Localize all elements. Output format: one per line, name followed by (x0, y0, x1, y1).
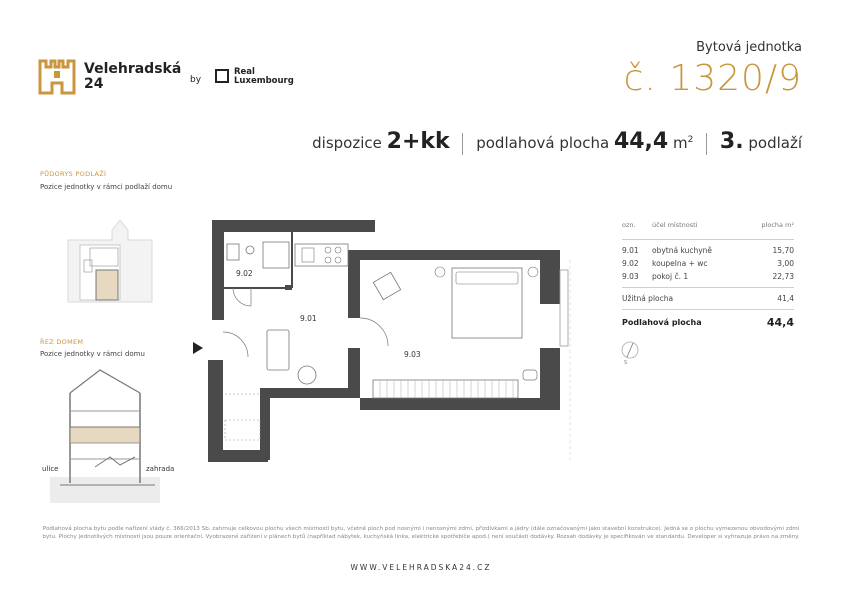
section-subtitle: Pozice jednotky v rámci domu (40, 350, 145, 358)
area-label: podlahová plocha (476, 134, 610, 152)
disposition-label: dispozice (312, 134, 382, 152)
floor-area-row (622, 314, 794, 330)
partner-logo-icon (215, 69, 229, 83)
room-table-divider (622, 309, 794, 310)
castle-logo-icon (38, 57, 76, 95)
footer-url-link[interactable]: WWW.VELEHRADSKA24.CZ (350, 563, 492, 572)
header-code: ozn. (622, 221, 636, 229)
disposition-value: 2+kk (386, 129, 450, 154)
header-purpose: účel místnosti (652, 221, 698, 229)
room-code: 9.02 (622, 259, 639, 268)
room-label-902: 9.02 (236, 269, 253, 278)
brand-name (84, 62, 181, 92)
usable-area-label: Užitná plocha (622, 294, 674, 303)
unit-label: Bytová jednotka (696, 40, 802, 55)
room-table-divider (622, 287, 794, 288)
wardrobe-hatching (380, 380, 513, 398)
area-unit-base: m (673, 134, 688, 152)
floor-label: podlaží (748, 134, 802, 152)
unit-summary (312, 129, 802, 155)
usable-area-value: 41,4 (777, 294, 794, 303)
floor-area-value: 44,4 (766, 315, 794, 329)
room-label-903: 9.03 (404, 350, 421, 359)
area-value: 44,4 (613, 129, 669, 154)
room-purpose: obytná kuchyně (652, 246, 713, 255)
area-unit (673, 134, 693, 152)
partner-name (234, 68, 314, 86)
room-area: 15,70 (772, 246, 794, 255)
summary-divider (462, 133, 463, 155)
brand-name-line1: Velehradská (84, 61, 182, 77)
room-purpose: koupelna + wc (652, 259, 708, 268)
section-street-label: ulice (42, 465, 59, 473)
area-unit-sup: 2 (687, 135, 694, 145)
floorplan-section-subtitle: Pozice jednotky v rámci podlaží domu (40, 183, 173, 191)
usable-area-row (622, 292, 794, 305)
partner-name-line1: Real (234, 67, 255, 77)
compass-label: S (624, 360, 628, 366)
partner-name-line2: Luxembourg (234, 76, 294, 86)
table-row (622, 244, 794, 257)
floor-area-label: Podlahová plocha (622, 317, 702, 327)
header-area: plocha m² (761, 221, 794, 229)
room-purpose: pokoj č. 1 (652, 272, 689, 281)
section-title: ŘEZ DOMEM (40, 338, 84, 346)
summary-divider (706, 133, 707, 155)
table-row (622, 270, 794, 283)
table-row (622, 257, 794, 270)
room-table-header (622, 221, 794, 235)
room-area: 3,00 (777, 259, 794, 268)
unit-number: č. 1320/9 (623, 58, 802, 99)
room-code: 9.03 (622, 272, 639, 281)
brand-by: by (190, 75, 202, 85)
section-garden-label: zahrada (146, 465, 175, 473)
brand-name-line2: 24 (84, 76, 104, 92)
room-area: 22,73 (772, 272, 794, 281)
room-table-divider (622, 239, 794, 240)
building-section-thumbnail (40, 365, 170, 505)
floor-value: 3. (719, 129, 744, 154)
room-label-901: 9.01 (300, 314, 317, 323)
room-code: 9.01 (622, 246, 639, 255)
footer-disclaimer: Podlahová plocha bytu podle nařízení vlády č. 366/2013 Sb. zahrnuje celkovou plochu všech místností bytu, včetně ploch pod nosnými i nenosnými zdmi, přizdívkami a jádry (dále označovanými jako stavební konstrukce). Jedná se o plochu vymezenou obvodovými zdmi bytu. Plochy jednotlivých místností jsou pouze orientační. Vyobrazené zařízení v plánech bytů (například nábytek, kuchyňská linka, elektrické spotřebiče apod.) není součástí dodávky. Rozsah dodávky je specifikován ve standardu. Developer si vyhrazuje právo na změny. (42, 526, 800, 540)
building-floor-plan-thumbnail (60, 212, 160, 307)
compass-icon (620, 340, 640, 360)
room-table (622, 221, 794, 330)
floorplan-section-title: PŮDORYS PODLAŽÍ (40, 170, 107, 178)
plan-walls (208, 220, 560, 462)
apartment-floor-plan (185, 220, 605, 465)
